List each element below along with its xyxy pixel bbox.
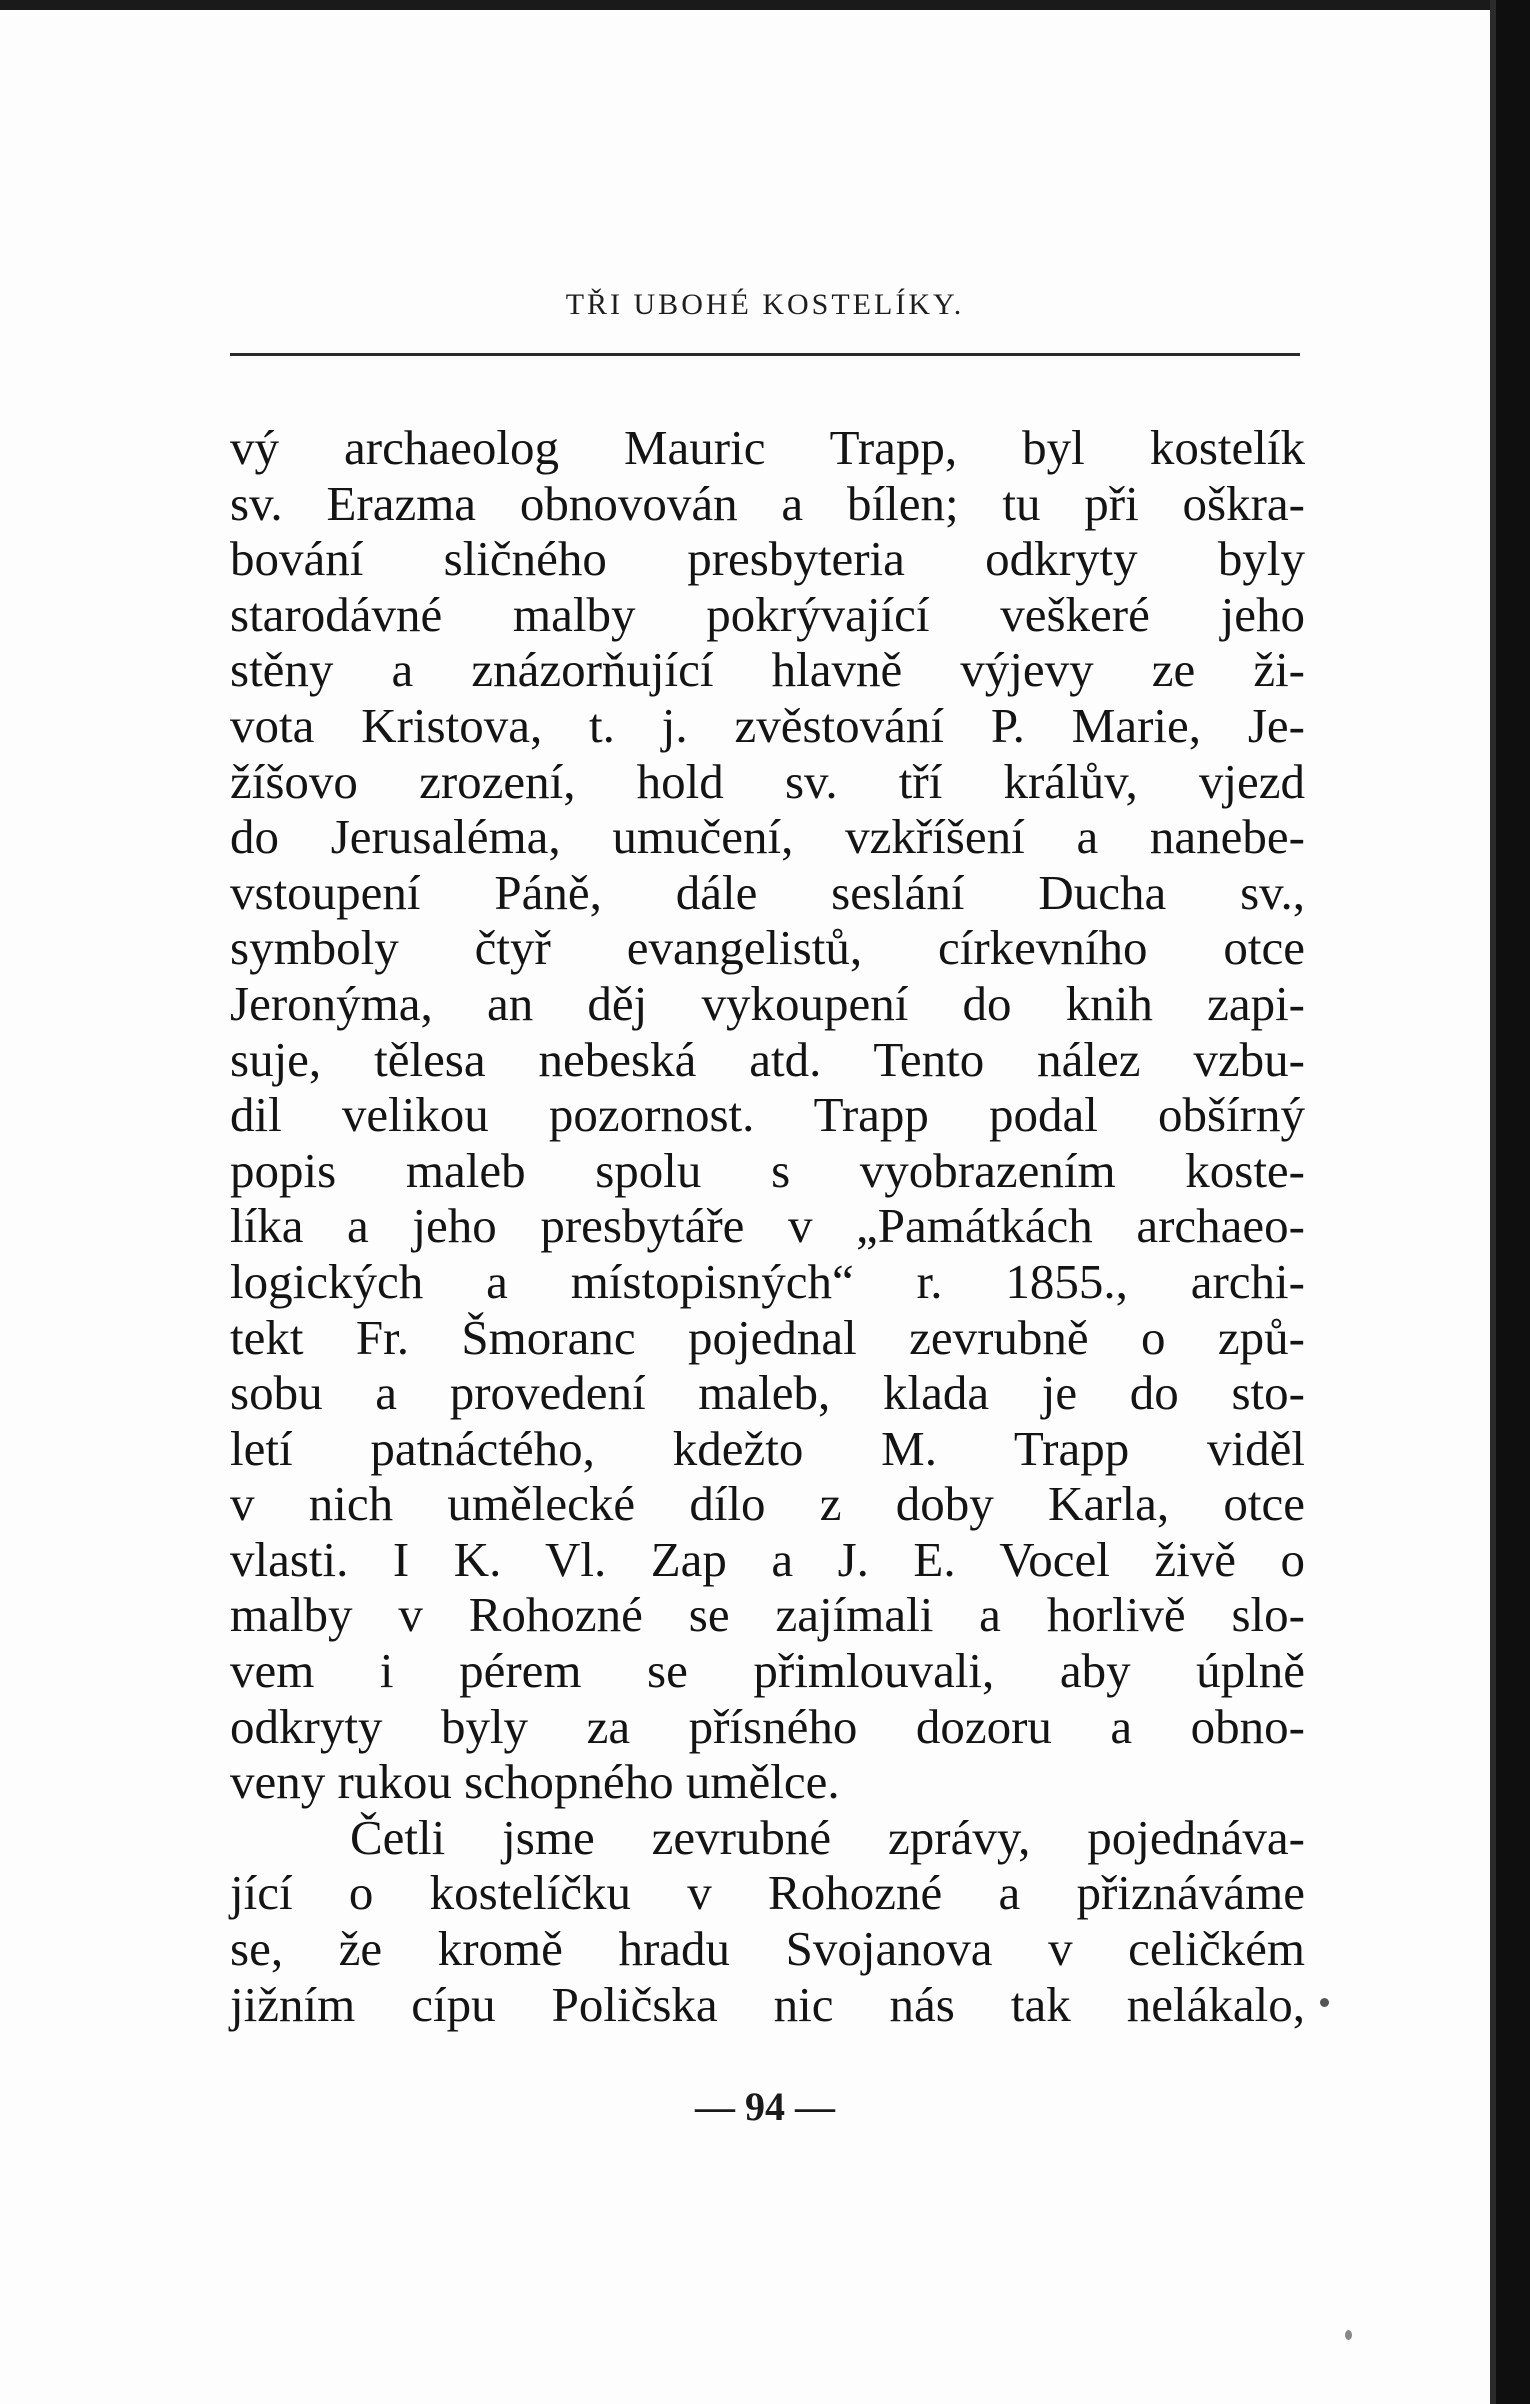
- scan-border-top: [0, 0, 1530, 10]
- text-line: v nich umělecké dílo z doby Karla, otce: [230, 1476, 1305, 1532]
- text-line: se, že kromě hradu Svojanova v celičkém: [230, 1921, 1305, 1977]
- text-line: veny rukou schopného umělce.: [230, 1754, 840, 1810]
- text-line: Jeronýma, an děj vykoupení do knih zapi-: [230, 975, 1305, 1031]
- header-rule: [230, 353, 1300, 356]
- text-line: sobu a provedení maleb, klada je do sto-: [230, 1365, 1305, 1421]
- text-line: vlasti. I K. Vl. Zap a J. E. Vocel živě o: [230, 1531, 1305, 1587]
- body-text: [230, 420, 1305, 2032]
- text-line: líka a jeho presbytáře v „Památkách archaeo-: [230, 1198, 1305, 1254]
- text-line: do Jerusaléma, umučení, vzkříšení a nanebe-: [230, 809, 1305, 865]
- text-line: vota Kristova, t. j. zvěstování P. Marie, Je-: [230, 697, 1305, 753]
- text-line: malby v Rohozné se zajímali a horlivě slo-: [230, 1587, 1305, 1643]
- text-line: popis maleb spolu s vyobrazením koste-: [230, 1142, 1305, 1198]
- text-line: žíšovo zrození, hold sv. tří králův, vjezd: [230, 753, 1305, 809]
- text-line: starodávné malby pokrývající veškeré jeho: [230, 586, 1305, 642]
- text-line: vý archaeolog Mauric Trapp, byl kostelík: [230, 420, 1305, 475]
- text-line: logických a místopisných“ r. 1855., archi-: [230, 1253, 1305, 1309]
- text-line: symboly čtyř evangelistů, církevního otce: [230, 920, 1305, 976]
- text-line: odkryty byly za přísného dozoru a obno-: [230, 1698, 1305, 1754]
- text-line: bování sličného presbyteria odkryty byly: [230, 531, 1305, 587]
- text-line: tekt Fr. Šmoranc pojednal zevrubně o způ-: [230, 1309, 1305, 1365]
- scan-border-right: [1496, 0, 1530, 2404]
- text-line: vem i pérem se přimlouvali, aby úplně: [230, 1643, 1305, 1699]
- text-line: letí patnáctého, kdežto M. Trapp viděl: [230, 1420, 1305, 1476]
- text-line: sv. Erazma obnovován a bílen; tu při oškra-: [230, 475, 1305, 531]
- scan-speck: [1345, 2330, 1352, 2340]
- scan-speck: [1320, 1998, 1329, 2007]
- text-line: stěny a znázorňující hlavně výjevy ze ži-: [230, 642, 1305, 698]
- text-line: Četli jsme zevrubné zprávy, pojednáva-: [350, 1809, 1305, 1865]
- running-head: TŘI UBOHÉ KOSTELÍKY.: [565, 288, 965, 321]
- text-line: jící o kostelíčku v Rohozné a přiznáváme: [230, 1865, 1305, 1921]
- text-line: suje, tělesa nebeská atd. Tento nález vzbu-: [230, 1031, 1305, 1087]
- text-line: jižním cípu Poličska nic nás tak nelákalo,: [230, 1976, 1305, 2032]
- page-number: — 94 —: [695, 2084, 835, 2129]
- text-line: vstoupení Páně, dále seslání Ducha sv.,: [230, 864, 1305, 920]
- text-line: dil velikou pozornost. Trapp podal obšírný: [230, 1087, 1305, 1143]
